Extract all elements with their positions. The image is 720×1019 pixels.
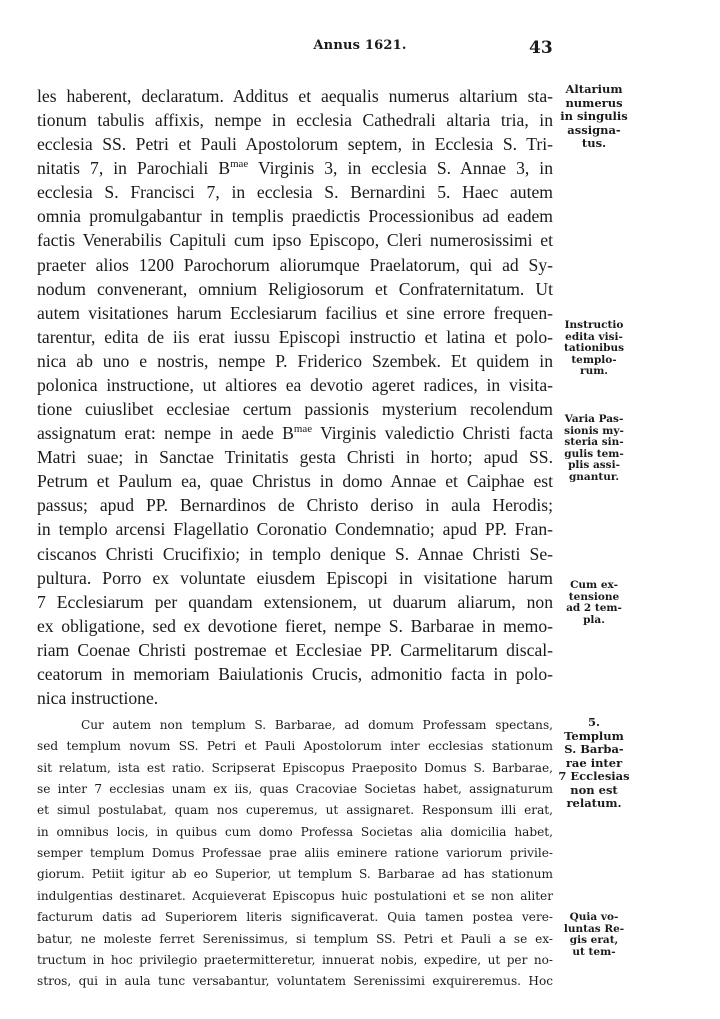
margin-note-line: numerus xyxy=(565,95,623,110)
margin-note-line: Altarium xyxy=(565,82,623,96)
margin-note-line: ad 2 tem- xyxy=(566,602,622,615)
margin-note-line: tensione xyxy=(568,590,620,603)
margin-note-line: S. Barba- xyxy=(564,742,624,756)
margin-note-line: assigna- xyxy=(567,122,621,137)
text-segment: Virginis valedictio Christi facta xyxy=(312,423,553,444)
text-line: tione cuiuslibet ecclesiae certum passionis mysterium recolendum xyxy=(37,399,553,420)
text-line: ecclesia S. Francisci 7, in ecclesia S. Bernardini 5. Haec autem xyxy=(37,182,553,203)
margin-note-line: relatum. xyxy=(566,796,622,810)
margin-note-line: luntas Re- xyxy=(563,922,625,935)
text-line: autem visitationes harum Ecclesiarum facilius et sine errore frequen- xyxy=(37,302,553,323)
margin-note-cum-extensione xyxy=(558,580,630,626)
text-line: passus; apud PP. Bernardinos de Christo deriso in aula Herodis; xyxy=(37,495,553,516)
text-line: Matri suae; in Sanctae Trinitatis gesta Christi in horto; apud SS. xyxy=(37,447,553,468)
margin-note-line: rae inter xyxy=(565,755,623,770)
text-line: tarentur, edita de iis erat iussu Episcopi instructio et latina et polo- xyxy=(37,326,553,347)
text-line: riam Coenae Christi postremae et Ecclesiae PP. Carmelitarum discal- xyxy=(37,639,553,660)
margin-note-line: Instructio xyxy=(564,319,624,331)
text-line: factis Venerabilis Capituli cum ipso Episcopo, Cleri numerosissimi et xyxy=(37,230,553,251)
text-line: nica instructione. xyxy=(37,688,159,708)
small-text-line: Cur autem non templum S. Barbarae, ad domum Professam spectans, xyxy=(81,718,553,732)
text-line: nodum convenerant, omnium Religiosorum et Confraternitatum. Ut xyxy=(37,278,553,299)
text-segment: Virginis 3, in ecclesia S. Annae 3, in xyxy=(248,158,553,179)
margin-note-line: Templum xyxy=(564,728,624,743)
text-line: les haberent, declaratum. Additus et aequalis numerus altarium sta- xyxy=(37,86,553,106)
text-line: ciscanos Christi Crucifixio; in templo denique S. Annae Christi Se- xyxy=(37,543,553,564)
page-number: 43 xyxy=(529,38,553,58)
small-text-line: sed templum novum SS. Petri et Pauli Apostolorum inter ecclesias stationum xyxy=(37,739,553,754)
text-line: ex obligatione, sed ex devotione fieret, nempe S. Barbarae in memo- xyxy=(37,615,553,636)
text-line: tionum tabulis affixis, nempe in ecclesia Cathedrali altaria tria, in xyxy=(37,110,553,131)
margin-note-line: sionis my- xyxy=(564,424,624,437)
text-line: ceatorum in memoriam Baiulationis Crucis, admonitio facta in polo- xyxy=(37,663,553,684)
margin-note-varia-passionis xyxy=(558,414,630,484)
margin-note-line: Cum ex- xyxy=(570,579,618,591)
margin-note-line: non est xyxy=(570,782,618,797)
small-text-line: se inter 7 ecclesias unam ex iis, quas Cracoviae Societas habet, assignaturum xyxy=(37,782,553,797)
text-line: in templo arcensi Flagellatio Coronatio Condemnatio; apud PP. Fran- xyxy=(37,519,553,540)
small-text-line: giorum. Petiit igitur ab eo Superior, ut templum S. Barbarae ad has stationum xyxy=(37,867,553,882)
text-segment: nitatis 7, in Parochiali B xyxy=(37,158,231,179)
small-text-line: et simul postulabat, quam nos cuperemus, ut assignaret. Responsum illi erat, xyxy=(37,803,553,818)
small-text-line: batur, ne moleste ferret Serenissimus, si templum SS. Petri et Pauli a se ex- xyxy=(37,931,553,946)
margin-note-line: pla. xyxy=(583,613,605,626)
text-line: 7 Ecclesiarum per quandam extensionem, ut duarum aliarum, non xyxy=(37,591,553,612)
margin-note-line: gis erat, xyxy=(569,934,619,947)
margin-note-altarium-numerus xyxy=(558,83,630,151)
text-line: praeter alios 1200 Parochorum aliorumque Praelatorum, qui ad Sy- xyxy=(37,254,553,275)
text-line: polonica instructione, ut altiores ea devotio ageret radices, in visita- xyxy=(37,374,553,395)
margin-note-line: tus. xyxy=(581,136,607,150)
superscript-abbrev: mae xyxy=(230,158,249,171)
margin-note-line: Quia vo- xyxy=(569,911,619,923)
small-text-line: in omnibus locis, in quibus cum domo Professa Societas alia domicilia habet, xyxy=(37,824,553,839)
text-line xyxy=(37,156,553,180)
margin-note-line: templo- xyxy=(571,353,617,366)
margin-note-line: steria sin- xyxy=(564,436,624,449)
margin-note-line: 5. xyxy=(587,715,600,729)
small-text-line: facturum datis ad Superiorem literis significaverat. Quia tamen postea vere- xyxy=(37,910,553,925)
margin-note-line: 7 Ecclesias xyxy=(558,769,630,783)
small-text-line: semper templum Domus Professae prae aliis eminere ratione variorum privile- xyxy=(37,846,553,861)
margin-note-line: gnantur. xyxy=(568,470,620,483)
running-header: Annus 1621. xyxy=(313,38,407,53)
margin-note-line: plis assi- xyxy=(568,459,620,472)
text-line: pultura. Porro ex voluntate eiusdem Episcopi in visitatione harum xyxy=(37,567,553,588)
margin-note-templum-barbarae xyxy=(558,716,630,811)
margin-note-line: in singulis xyxy=(560,109,628,123)
text-segment: assignatum erat: nempe in aede B xyxy=(37,423,294,444)
margin-note-line: Varia Pas- xyxy=(564,413,624,425)
text-line: omnia promulgabantur in templis praedictis Processionibus ad eadem xyxy=(37,206,553,227)
text-line: nica ab uno e nostris, nempe P. Friderico Szembek. Et quidem in xyxy=(37,350,553,371)
margin-note-instructio-edita xyxy=(558,320,630,378)
margin-note-line: tationibus xyxy=(563,342,624,355)
margin-note-line: ut tem- xyxy=(572,945,616,958)
small-text-line: tructum in hoc privilegio praetermitteretur, innuerat nobis, expedire, ut per no- xyxy=(37,952,553,967)
margin-note-line: edita visi- xyxy=(565,330,623,343)
text-line xyxy=(37,421,553,445)
superscript-abbrev: mae xyxy=(293,423,313,436)
margin-note-line: gulis tem- xyxy=(564,447,624,460)
text-line: Petrum et Paulum ea, quae Christus in domo Annae et Caiphae est xyxy=(37,471,553,492)
small-text-line: indulgentias destinaret. Acquieverat Episcopus huic postulationi et se non aliter xyxy=(37,888,553,903)
margin-note-quia-voluntas xyxy=(558,912,630,958)
margin-note-line: rum. xyxy=(580,365,608,378)
text-line: ecclesia SS. Petri et Pauli Apostolorum septem, in Ecclesia S. Tri- xyxy=(37,134,553,155)
small-text-line: sit relatum, ista est ratio. Scripserat Episcopus Praeposito Domus S. Barbarae, xyxy=(37,760,553,775)
small-text-line: stros, qui in aula tunc versabantur, voluntatem Serenissimi exquireremus. Hoc xyxy=(37,974,553,989)
